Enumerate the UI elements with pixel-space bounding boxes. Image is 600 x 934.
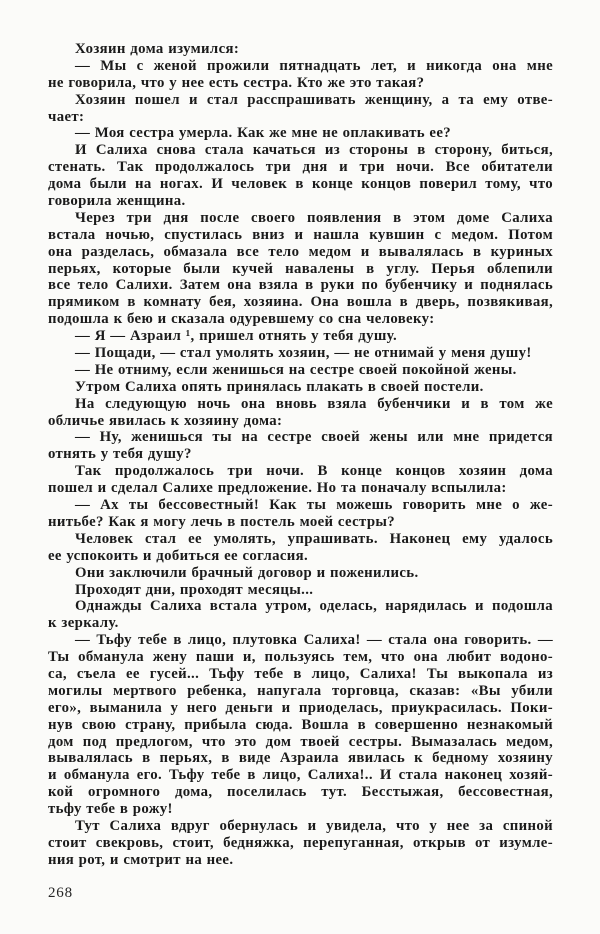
text-line: к зеркалу. — [48, 615, 119, 632]
text-line: Они заключили брачный договор и поженились. — [75, 564, 419, 581]
text-line: стенать. Так продолжалось три дня и три ночи. Все обитатели — [48, 159, 553, 176]
text-line: ее успокоить и добиться ее согласия. — [48, 547, 309, 564]
text-line: — Моя сестра умерла. Как же мне не оплакивать ее? — [75, 125, 452, 142]
paragraph — [48, 463, 553, 497]
text-line: его», выманила у него деньги и приоделась, приукрасилась. Поки- — [48, 699, 553, 716]
text-line: вывалялась в перьях, в виде Азраила явилась к бедному хозяину — [48, 750, 553, 767]
page-number: 268 — [48, 884, 73, 901]
paragraph — [48, 210, 553, 328]
text-line: и обманула его. Тьфу тебе в лицо, Салиха!.. И стала наконец хозяй- — [48, 767, 553, 784]
paragraph — [48, 345, 553, 362]
paragraph — [48, 598, 553, 632]
text-line: встала ночью, спустилась вниз и нашла кувшин с медом. Потом — [48, 226, 553, 243]
text-line: обличье явилась к хозяину дома: — [48, 412, 283, 429]
text-line: перьях, которые были кучей навалены в углу. Перья облепили — [48, 260, 553, 277]
text-line: Тут Салиха вдруг обернулась и увидела, что у нее за спиной — [75, 817, 553, 834]
paragraph — [48, 429, 553, 463]
text-line: дом под предлогом, что это дом твоей сестры. Вымазалась медом, — [48, 733, 553, 750]
text-line: Человек стал ее умолять, упрашивать. Наконец ему удалось — [75, 530, 553, 547]
paragraph — [48, 328, 553, 345]
text-line: Хозяин пошел и стал расспрашивать женщину, а та ему отве- — [75, 91, 553, 108]
paragraph — [48, 379, 553, 396]
paragraph — [48, 41, 553, 58]
paragraph — [48, 582, 553, 599]
text-line: подошла к бею и сказала одуревшему со сна человеку: — [48, 311, 435, 328]
text-line: — Мы с женой прожили пятнадцать лет, и никогда она мне — [75, 57, 553, 74]
paragraph — [48, 125, 553, 142]
text-line: тьфу тебе в рожу! — [48, 801, 173, 818]
text-line: На следующую ночь она вновь взяла бубенчики и в том же — [75, 395, 553, 412]
text-line: прямиком в комнату бея, хозяина. Она вошла в дверь, позвякивая, — [48, 294, 553, 311]
text-line: стоит свекровь, стоит, бедняжка, перепуганная, открыв от изумле- — [48, 834, 553, 851]
text-line: — Ну, женишься ты на сестре своей жены или мне придется — [75, 429, 553, 446]
text-line: — Ах ты бессовестный! Как ты можешь говорить мне о же- — [75, 497, 553, 514]
text-line: ния рот, и смотрит на нее. — [48, 851, 234, 868]
text-line: Через три дня после своего появления в этом доме Салиха — [75, 209, 553, 226]
paragraph — [48, 497, 553, 531]
text-line: говорила женщина. — [48, 193, 186, 210]
text-line: нитьбе? Как я могу лечь в постель моей сестры? — [48, 513, 396, 530]
text-line: — Не отниму, если женишься на сестре своей покойной жены. — [75, 361, 517, 378]
text-line: Проходят дни, проходят месяцы... — [75, 581, 314, 598]
text-line: — Я — Азраил ¹, пришел отнять у тебя душу. — [75, 328, 397, 345]
text-line: пошел и сделал Салихе предложение. Но та поначалу вспылила: — [48, 480, 507, 497]
text-line: Хозяин дома изумился: — [75, 41, 240, 57]
paragraph — [48, 396, 553, 430]
paragraph — [48, 818, 553, 869]
text-line: кой огромного дома, поселилась тут. Бесстыжая, бессовестная, — [48, 784, 553, 801]
paragraph — [48, 362, 553, 379]
paragraph — [48, 58, 553, 92]
paragraph — [48, 92, 553, 126]
text-line: — Пощади, — стал умолять хозяин, — не отнимай у меня душу! — [75, 345, 532, 362]
text-line: Утром Салиха опять принялась плакать в своей постели. — [75, 378, 484, 395]
text-line: чает: — [48, 108, 85, 125]
text-line: дома были на ногах. И человек в конце концов поверил тому, что — [48, 176, 553, 193]
story-text — [48, 41, 553, 869]
text-line: могилы мертвого ребенка, напугала торговца, сказав: «Вы убили — [48, 682, 553, 699]
text-line: все тело Салихи. Затем она взяла в руки по бубенчику и поднялась — [48, 277, 553, 294]
text-line: Ты обманула жену паши и, пользуясь тем, что она любит водоно- — [48, 649, 553, 666]
text-line: нув свою страну, прибыла сюда. Вошла в совершенно незнакомый — [48, 716, 553, 733]
paragraph — [48, 565, 553, 582]
text-line: И Салиха снова стала качаться из стороны в сторону, биться, — [75, 142, 553, 159]
text-line: са, съела ее гусей... Тьфу тебе в лицо, Салиха! Ты выкопала из — [48, 665, 553, 682]
text-line: — Тьфу тебе в лицо, плутовка Салиха! — стала она говорить. — — [75, 632, 553, 649]
paragraph — [48, 142, 553, 210]
text-line: отнять у тебя душу? — [48, 446, 192, 463]
paragraph — [48, 531, 553, 565]
text-line: она разделась, обмазала все тело медом и вывалялась в куриных — [48, 243, 553, 260]
paragraph — [48, 632, 553, 818]
text-line: не говорила, что у нее есть сестра. Кто же это такая? — [48, 74, 425, 91]
text-line: Так продолжалось три ночи. В конце концов хозяин дома — [75, 463, 553, 480]
text-line: Однажды Салиха встала утром, оделась, нарядилась и подошла — [75, 598, 553, 615]
